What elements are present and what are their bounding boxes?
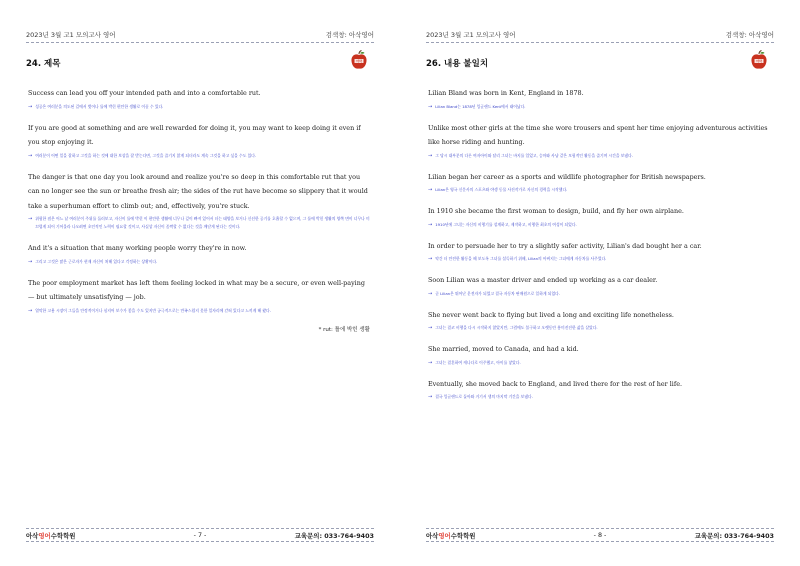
academy-name: 아삭영어수학학원 <box>426 532 476 540</box>
english-sentence: In 1910 she became the first woman to design, build, and fly her own airplane. <box>428 207 684 215</box>
english-sentence: Success can lead you off your intended path and into a comfortable rut. <box>28 89 261 97</box>
academy-name: 아삭영어수학학원 <box>26 532 76 540</box>
question-title: 26. 내용 불일치 <box>426 59 489 69</box>
arrow-icon: → <box>428 103 433 110</box>
korean-translation: → 결국 잉글랜드로 돌아와 거기서 생의 마지막 기간을 보냈다. <box>428 394 533 400</box>
korean-translation: → 곧 Lilian은 뛰어난 운전자가 되었고 결국 자동차 판매원으로 일하게 되었다. <box>428 290 560 297</box>
sentence-pair <box>428 273 770 298</box>
sentence-pair <box>28 241 370 266</box>
apple-logo-icon <box>350 50 368 70</box>
korean-translation: → Lilian Bland는 1878년 잉글랜드 Kent에서 태어났다. <box>428 103 526 110</box>
korean-translation: → 여러분이 어떤 일을 잘하고 그것을 하는 것에 대한 보상을 잘 받는다면, 그것을 즐기지 않게 되더라도 계속 그것을 하고 싶을 수도 있다. <box>28 152 257 159</box>
english-sentence: And it's a situation that many working people worry they're in now. <box>28 244 247 252</box>
korean-translation: → 1910년에 그녀는 자신의 비행기를 설계하고, 제작하고, 비행한 최초의 여성이 되었다. <box>428 221 577 228</box>
page-header <box>26 30 374 43</box>
english-sentence: The danger is that one day you look around and realize you're so deep in this comfortable rut that you can no longer see the sun or breathe fresh air; the sides of the rut have become so slippery that it would take a superhuman effort to climb out; and, effectively, you're stuck. <box>28 172 368 210</box>
sentence-pair <box>428 377 770 402</box>
page-number: - 8 - <box>593 531 607 539</box>
english-sentence: The poor employment market has left them feeling locked in what may be a secure, or even well-paying — but ultimately unsatisfying — job. <box>28 278 365 301</box>
korean-translation: → 약간 더 안전한 활동을 해 보도록 그녀를 설득하기 위해, Lilian의 아버지는 그녀에게 자동차를 사주었다. <box>428 256 607 262</box>
arrow-icon: → <box>28 258 33 265</box>
svg-text:아삭: 아삭 <box>356 59 362 64</box>
korean-translation: → 그녀는 결혼하여 캐나다로 이주했고, 아이를 낳았다. <box>428 359 521 366</box>
arrow-icon: → <box>28 307 33 314</box>
english-sentence: Lilian began her career as a sports and wildlife photographer for British newspapers. <box>428 172 706 181</box>
sentence-pair <box>28 121 370 160</box>
contact-phone: 교육문의: 033-764-9403 <box>694 532 774 540</box>
sentence-pair <box>428 342 770 367</box>
arrow-icon: → <box>28 152 33 159</box>
page-footer <box>426 528 774 542</box>
english-sentence: Unlike most other girls at the time she wore trousers and spent her time enjoying adventurous activities like horse riding and hunting. <box>428 123 768 146</box>
english-sentence: If you are good at something and are well rewarded for doing it, you may want to keep doing it even if you stop enjoying it. <box>28 123 361 146</box>
question-title: 24. 제목 <box>26 59 61 69</box>
sentence-pair <box>428 170 770 195</box>
english-sentence: Eventually, she moved back to England, and lived there for the rest of her life. <box>428 379 683 388</box>
sentence-pair <box>428 86 770 111</box>
passage <box>28 86 370 333</box>
right-page <box>400 0 800 566</box>
vocab-note: * rut: 틀에 박힌 생활 <box>318 326 370 333</box>
exam-title: 2023년 3월 고1 모의고사 영어 <box>426 31 516 39</box>
arrow-icon: → <box>28 103 33 110</box>
english-sentence: Lilian Bland was born in Kent, England in 1878. <box>428 89 584 97</box>
exam-title: 2023년 3월 고1 모의고사 영어 <box>26 31 116 39</box>
sentence-pair <box>28 276 370 315</box>
english-sentence: Soon Lilian was a master driver and ended up working as a car dealer. <box>428 276 658 284</box>
passage <box>428 86 770 411</box>
korean-translation: → 그리고 그것은 많은 근로자가 현재 자신이 처해 있다고 걱정하는 상황이다. <box>28 258 158 265</box>
sentence-pair <box>428 121 770 160</box>
svg-text:아삭: 아삭 <box>756 59 762 64</box>
arrow-icon: → <box>428 325 433 331</box>
korean-translation: → 성공은 여러분을 의도된 길에서 벗어나 틀에 박힌 편안한 생활로 이끌 수 있다. <box>28 103 164 110</box>
arrow-icon: → <box>428 256 433 262</box>
sentence-pair <box>28 86 370 111</box>
arrow-icon: → <box>428 187 433 193</box>
search-hint: 검색창: 아삭영어 <box>325 31 374 39</box>
korean-translation: → 그 당시 대부분의 다른 여자아이와 달리 그녀는 바지를 입었고, 승마와 사냥 같은 모험적인 활동을 즐기며 시간을 보냈다. <box>428 152 633 159</box>
arrow-icon: → <box>428 394 433 400</box>
korean-translation: → Lilian은 영국 신문사의 스포츠와 야생 동물 사진작가로 자신의 경력을 시작했다. <box>428 187 568 193</box>
korean-translation: → 열악한 고용 시장이 그들을 안정적이거나 심지어 보수가 좋을 수도 있지만 궁극적으로는 만족스럽지 못한 일자리에 갇혀 있다고 느끼게 해 왔다. <box>28 307 271 314</box>
arrow-icon: → <box>428 152 433 159</box>
korean-translation: → 그녀는 결코 비행을 다시 시작하지 않았지만, 그럼에도 불구하고 오랫동안 흥미진진한 삶을 살았다. <box>428 325 598 331</box>
sentence-pair <box>428 239 770 264</box>
english-sentence: She never went back to flying but lived a long and exciting life nonetheless. <box>428 310 674 319</box>
apple-logo-icon <box>750 50 768 70</box>
sentence-pair <box>28 170 370 232</box>
english-sentence: In order to persuade her to try a slightly safer activity, Lilian's dad bought her a car. <box>428 241 702 250</box>
page-number: - 7 - <box>193 531 207 539</box>
page-header <box>426 30 774 43</box>
arrow-icon: → <box>28 216 33 222</box>
contact-phone: 교육문의: 033-764-9403 <box>294 532 374 540</box>
page-footer <box>26 528 374 542</box>
sentence-pair <box>428 308 770 333</box>
arrow-icon: → <box>428 359 433 366</box>
english-sentence: She married, moved to Canada, and had a kid. <box>428 345 579 353</box>
search-hint: 검색창: 아삭영어 <box>725 31 774 39</box>
arrow-icon: → <box>428 221 433 228</box>
korean-translation: → 위험한 점은 어느 날 여러분이 주위를 둘러보고, 자신이 틀에 박힌 이 편안한 생활에 너무나 깊이 빠져 있어서 더는 태양을 보거나 신선한 공기를 호흡할 수 없으며, 그 틀에 박힌 생활의 양쪽 면이 너무나 미끄럽게 되어 기어올라 나오려면 초인적인 노력이 필요할 것이고, 사실상 자신이 꼼짝할 수 없다는 것을 깨닫게 된다는 것이다. <box>28 216 370 229</box>
arrow-icon: → <box>428 290 433 297</box>
sentence-pair <box>428 204 770 229</box>
